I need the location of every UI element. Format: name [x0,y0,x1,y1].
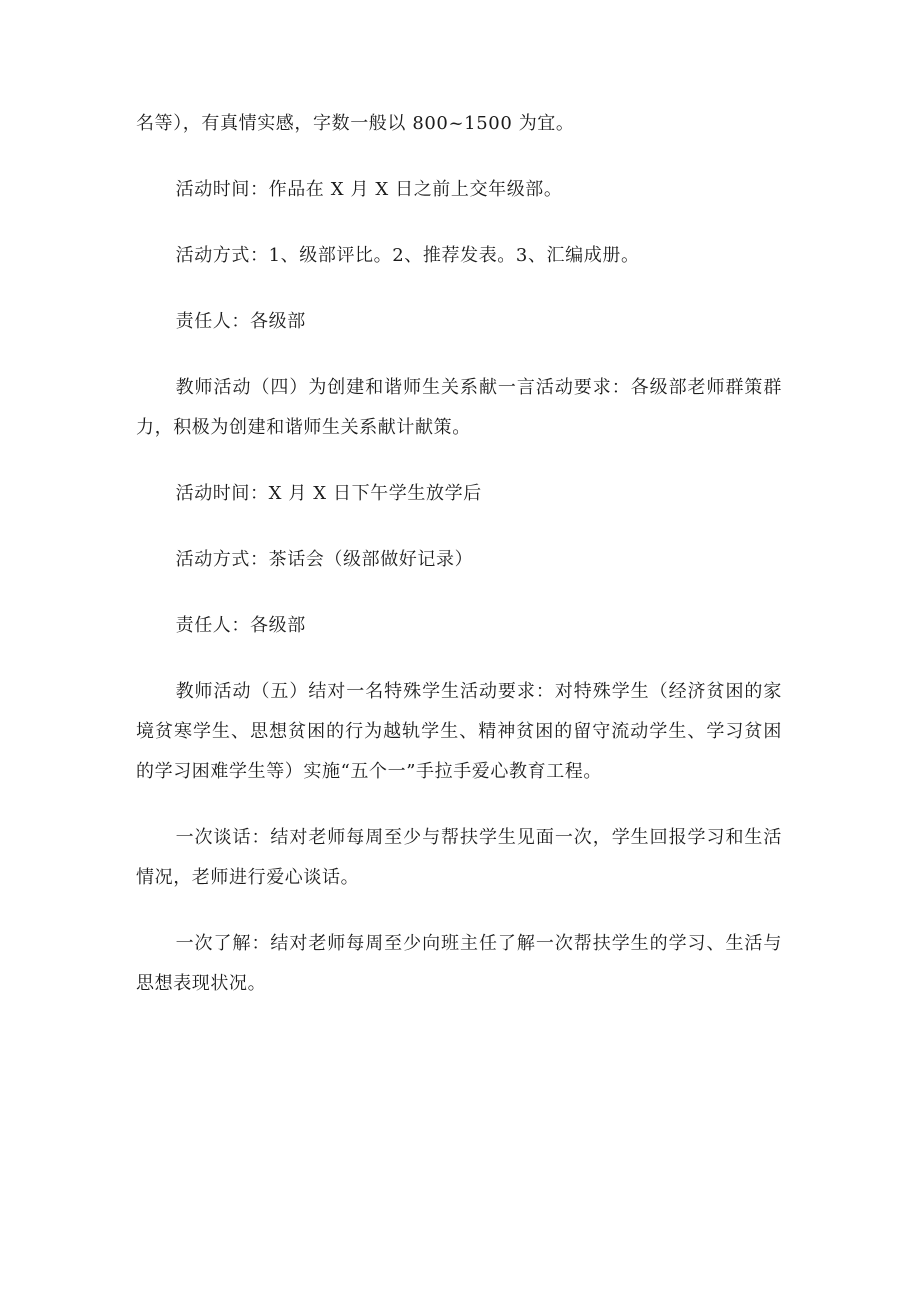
paragraph-responsible: 责任人：各级部 [175,311,306,332]
paragraph-one-talk: 一次谈话：结对老师每周至少与帮扶学生见面一次，学生回报学习和生活情况，老师进行爱心谈话。 [136,827,782,888]
paragraph-teacher-activity-5: 教师活动（五）结对一名特殊学生活动要求：对特殊学生（经济贫困的家境贫寒学生、思想贫困的行为越轨学生、精神贫困的留守流动学生、学习贫困的学习困难学生等）实施“五个一”手拉手爱心教育工程。 [136,681,782,782]
paragraph-continuation: 名等），有真情实感，字数一般以 800~1500 为宜。 [136,113,575,134]
paragraph-teacher-activity-4: 教师活动（四）为创建和谐师生关系献一言活动要求：各级部老师群策群力，积极为创建和谐师生关系献计献策。 [136,377,782,438]
paragraph-one-understanding: 一次了解：结对老师每周至少向班主任了解一次帮扶学生的学习、生活与思想表现状况。 [136,933,782,994]
paragraph-activity-method-2: 活动方式：茶话会（级部做好记录） [175,549,474,570]
paragraph-activity-method: 活动方式：1、级部评比。2、推荐发表。3、汇编成册。 [175,245,640,266]
paragraph-activity-time: 活动时间：作品在 X 月 X 日之前上交年级部。 [175,179,563,200]
document-body [136,104,782,1030]
paragraph-activity-time-2: 活动时间：X 月 X 日下午学生放学后 [175,483,482,504]
paragraph-responsible-2: 责任人：各级部 [175,615,306,636]
